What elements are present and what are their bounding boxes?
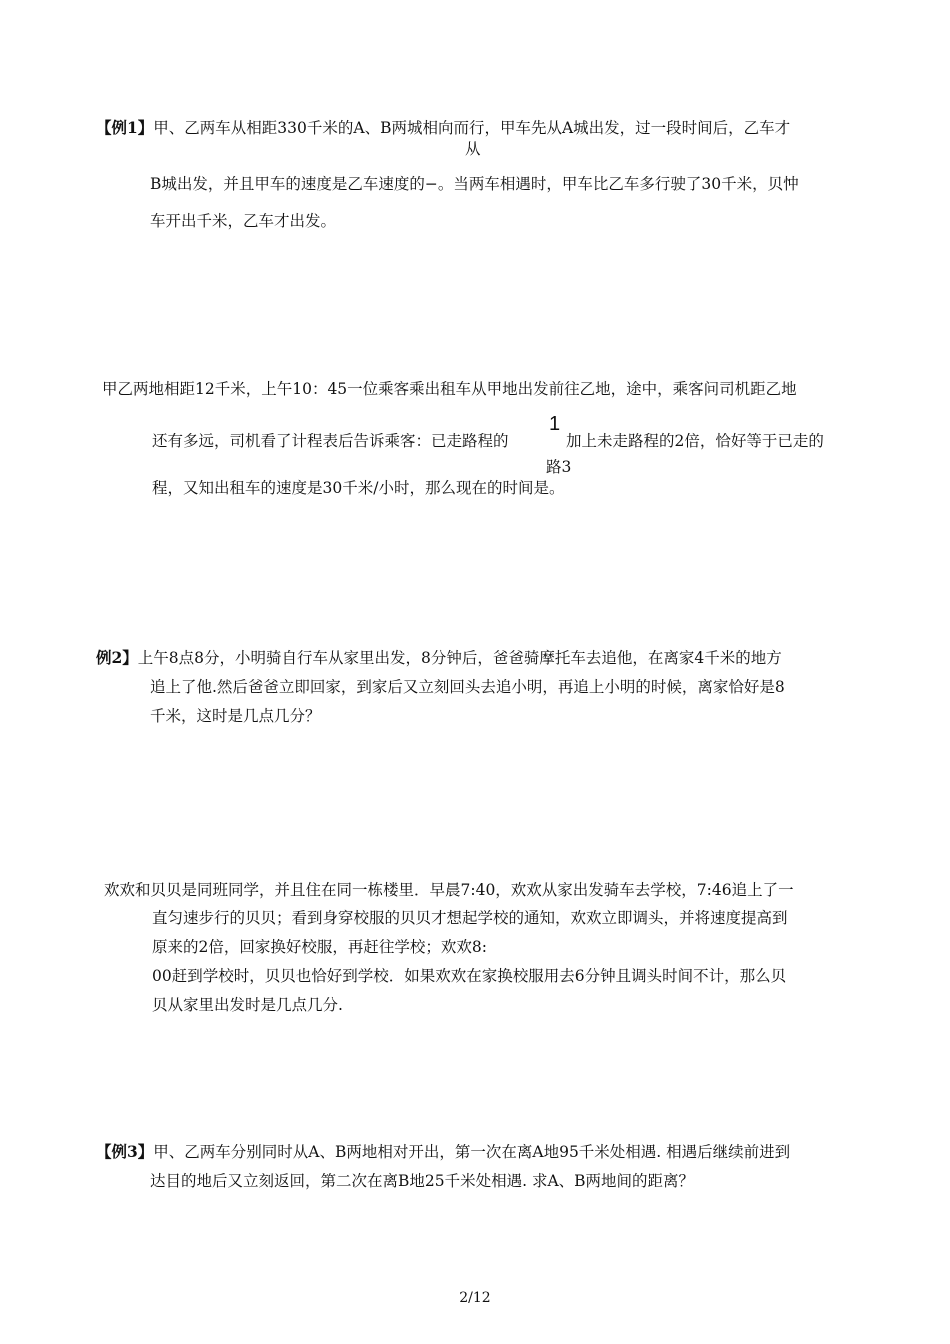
example2-tag: 例2】 — [96, 648, 138, 667]
huanhuan-problem-line4: 00赶到学校时，贝贝也恰好到学校．如果欢欢在家换校服用去6分钟且调头时间不计，那么贝 — [152, 967, 787, 985]
example2-line1 — [96, 648, 782, 668]
example3-line1 — [96, 1142, 790, 1162]
example2-line2: 追上了他.然后爸爸立即回家，到家后又立刻回头去追小明，再追上小明的时候，离家恰好是8 — [150, 678, 785, 696]
example1-line1 — [96, 118, 790, 138]
example1-line1-wrap: 从 — [465, 140, 481, 158]
example1-tag: 【例1】 — [96, 118, 154, 137]
taxi-problem-line1: 甲乙两地相距12千米，上午10：45一位乘客乘出租车从甲地出发前往乙地，途中，乘客问司机距乙地 — [102, 380, 797, 398]
example1-line2: B城出发，并且甲车的速度是乙车速度的−。当两车相遇时，甲车比乙车多行驶了30千米，贝忡 — [150, 175, 799, 193]
example1-text-line1: 甲、乙两车从相距330千米的A、B两城相向而行，甲车先从A城出发，过一段时间后，乙车才 — [153, 119, 791, 137]
huanhuan-problem-line1: 欢欢和贝贝是同班同学，并且住在同一栋楼里．早晨7:40，欢欢从家出发骑车去学校，7:46追上了一 — [104, 881, 794, 899]
taxi-problem-line3: 程，又知出租车的速度是30千米/小时，那么现在的时间是。 — [152, 479, 565, 497]
taxi-problem-line2b: 加上未走路程的2倍，恰好等于已走的 — [566, 432, 824, 450]
huanhuan-problem-line3: 原来的2倍，回家换好校服，再赶往学校；欢欢8: — [152, 938, 487, 956]
example2-text-line1: 上午8点8分，小明骑自行车从家里出发，8分钟后，爸爸骑摩托车去追他，在离家4千米的地方 — [137, 649, 782, 667]
example2-line3: 千米，这时是几点几分？ — [150, 707, 321, 725]
huanhuan-problem-line2: 直匀速步行的贝贝；看到身穿校服的贝贝才想起学校的通知，欢欢立即调头，并将速度提高到 — [152, 909, 788, 927]
page-number: 2/12 — [459, 1290, 491, 1306]
fraction-subscript: 路3 — [546, 458, 572, 476]
example3-tag: 【例3】 — [96, 1142, 154, 1161]
taxi-problem-line2a: 还有多远，司机看了计程表后告诉乘客：已走路程的 — [152, 432, 509, 450]
example3-text-line1: 甲、乙两车分别同时从A、B两地相对开出，第一次在离A地95千米处相遇. 相遇后继续前进到 — [153, 1143, 791, 1161]
fraction-numerator: 1 — [549, 413, 561, 435]
huanhuan-problem-line5: 贝从家里出发时是几点几分. — [152, 996, 343, 1014]
example3-line2: 达目的地后又立刻返回，第二次在离B地25千米处相遇. 求A、B两地间的距离？ — [150, 1172, 695, 1190]
example1-line3: 车开出千米，乙车才出发。 — [150, 212, 337, 230]
